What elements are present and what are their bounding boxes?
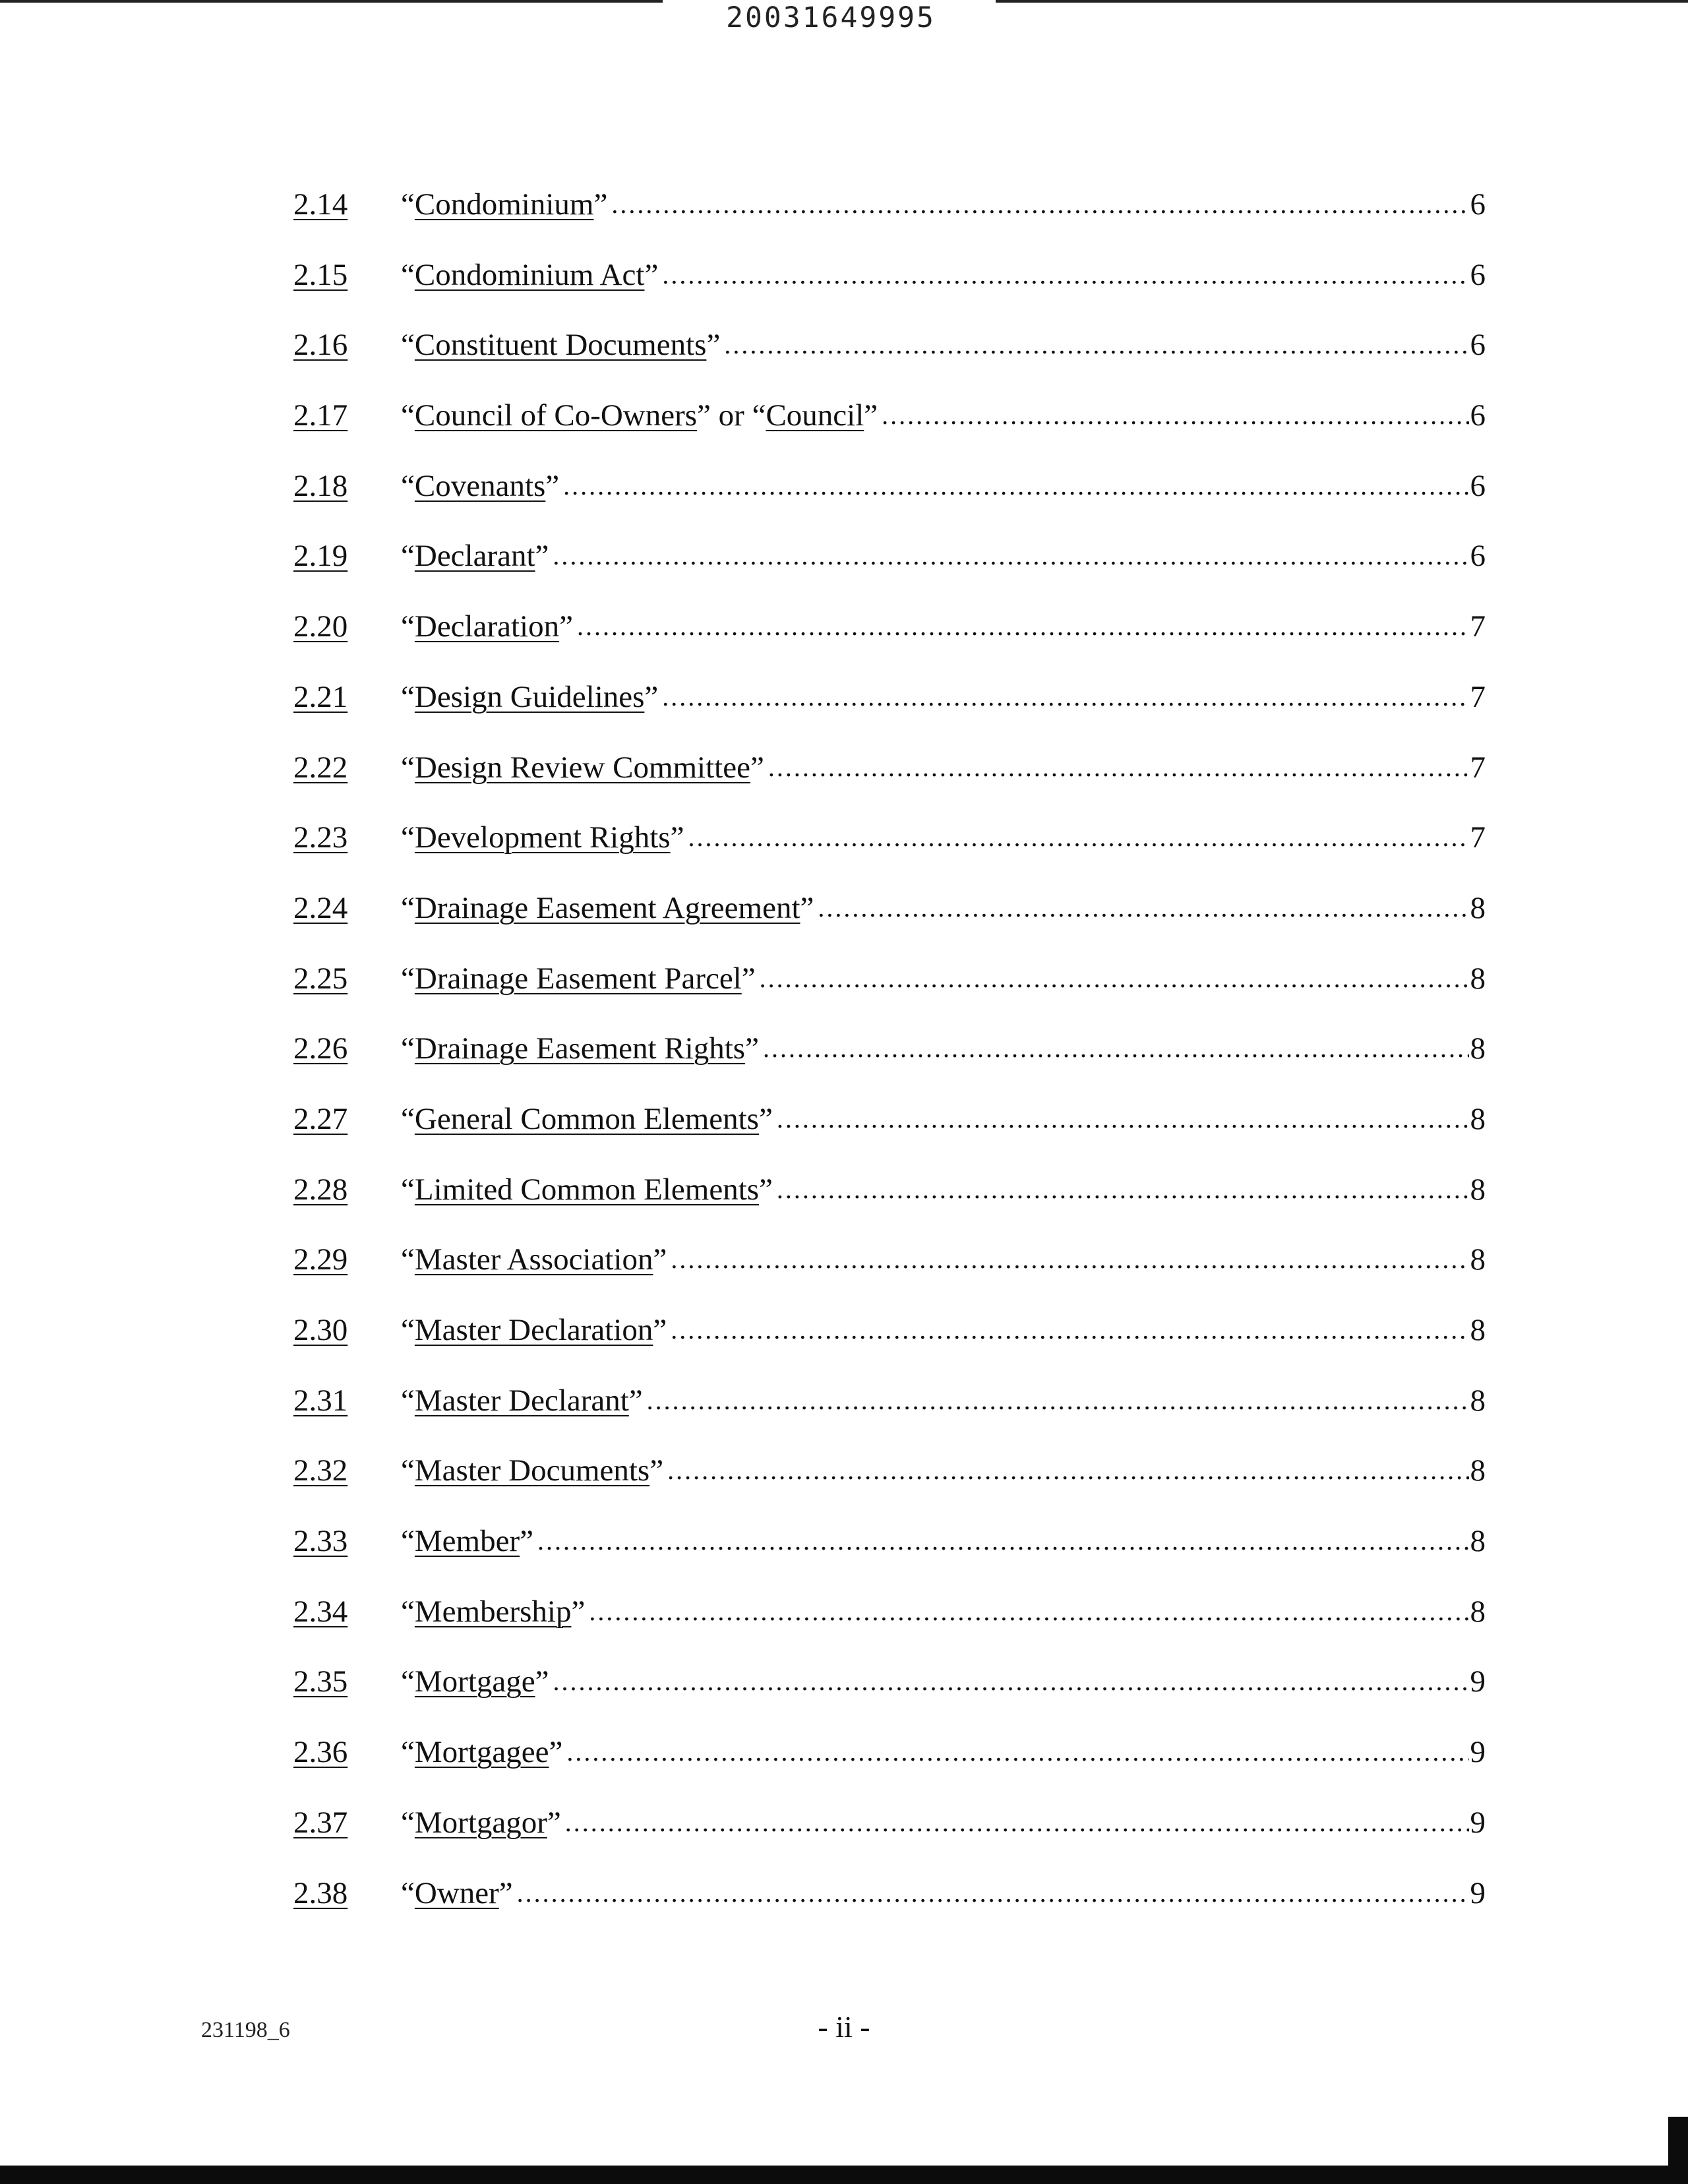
toc-dot-leader [724,313,1468,377]
toc-entry [293,736,1486,806]
toc-entry-term: “Mortgagee” [401,1735,563,1770]
toc-term-text: Condominium [414,187,594,222]
toc-entry [293,1509,1486,1580]
toc-entry-number: 2.17 [293,398,348,433]
toc-dot-leader [760,947,1469,1010]
toc-entry [293,313,1486,384]
toc-entry-number: 2.31 [293,1383,348,1418]
toc-entry-term: “Owner” [401,1875,513,1910]
toc-entry [293,524,1486,595]
toc-entry-term: “Development Rights” [401,820,684,855]
toc-entry-term: “Master Association” [401,1242,667,1277]
toc-entry-term: “Declarant” [401,539,549,574]
toc-entry-page: 6 [1470,539,1486,574]
toc-entry-page: 6 [1470,328,1486,363]
toc-entry-page: 9 [1470,1805,1486,1840]
toc-dot-leader [517,1862,1469,1925]
toc-entry [293,1791,1486,1862]
toc-entry-page: 9 [1470,1735,1486,1770]
toc-entry-number: 2.32 [293,1453,348,1488]
toc-entry-term: “Design Guidelines” [401,679,659,714]
toc-entry-number: 2.24 [293,890,348,925]
toc-entry-number: 2.34 [293,1594,348,1629]
toc-entry-term: “Condominium” [401,187,608,222]
toc-entry-term: “Limited Common Elements” [401,1172,773,1207]
toc-entry [293,665,1486,736]
toc-entry-number: 2.26 [293,1031,348,1066]
document-id: 231198_6 [201,2018,290,2042]
toc-entry-term: “Drainage Easement Rights” [401,1031,759,1066]
toc-entry-page: 9 [1470,1664,1486,1699]
toc-dot-leader [671,1298,1468,1362]
toc-term-text: Member [414,1524,520,1559]
toc-term-text: Membership [414,1594,572,1629]
toc-entry [293,876,1486,947]
toc-entry [293,1087,1486,1158]
toc-entry-page: 8 [1470,1172,1486,1207]
toc-dot-leader [662,243,1468,307]
toc-entry-term: “Declaration” [401,609,573,644]
toc-entry-page: 9 [1470,1875,1486,1910]
toc-dot-leader [777,1087,1469,1151]
toc-dot-leader [882,384,1468,447]
toc-entry-number: 2.37 [293,1805,348,1840]
toc-entry [293,1158,1486,1228]
toc-entry-term: “Drainage Easement Parcel” [401,961,756,996]
toc-dot-leader [611,173,1468,236]
toc-dot-leader [662,665,1468,729]
toc-dot-leader [818,876,1468,940]
toc-term-text: Declaration [414,609,560,644]
toc-entry-number: 2.16 [293,328,348,363]
toc-entry-page: 8 [1470,890,1486,925]
toc-term-text: Drainage Easement Rights [414,1031,746,1066]
toc-entry-page: 8 [1470,1594,1486,1629]
toc-entry-number: 2.23 [293,820,348,855]
toc-dot-leader [667,1439,1468,1502]
toc-dot-leader [537,1509,1469,1573]
toc-term-text: Mortgagor [414,1805,547,1840]
toc-term-text: Master Declaration [414,1313,653,1347]
toc-entry-term: “Mortgagor” [401,1805,561,1840]
toc-entry-page: 8 [1470,1313,1486,1347]
toc-entry-page: 6 [1470,398,1486,433]
toc-dot-leader [565,1791,1469,1854]
toc-term-text: Declarant [414,539,535,574]
toc-entry-page: 8 [1470,1031,1486,1066]
toc-dot-leader [589,1580,1468,1643]
toc-entry-page: 8 [1470,1101,1486,1136]
toc-entry-term: “Council of Co-Owners” or “Council” [401,398,878,433]
toc-dot-leader [553,524,1468,588]
toc-entry-number: 2.35 [293,1664,348,1699]
toc-term-text: Drainage Easement Parcel [414,961,742,996]
toc-dot-leader [763,1017,1469,1080]
toc-entry-term: “Covenants” [401,468,560,503]
toc-entry-number: 2.29 [293,1242,348,1277]
toc-entry-term: “Member” [401,1524,533,1559]
toc-entry-term: “Condominium Act” [401,257,659,292]
toc-entry [293,595,1486,665]
top-border-left [0,0,663,3]
toc-term-text: Mortgagee [414,1735,549,1770]
toc-entry [293,1862,1486,1932]
toc-entry-page: 8 [1470,961,1486,996]
toc-term-text: General Common Elements [414,1101,759,1136]
toc-entry-page: 7 [1470,679,1486,714]
top-border-right [996,0,1688,3]
scan-bottom-edge [0,2166,1688,2184]
toc-entry-page: 6 [1470,257,1486,292]
page-number: - ii - [818,2010,870,2044]
toc-entry-number: 2.36 [293,1735,348,1770]
toc-dot-leader [768,736,1469,799]
toc-term-text: Condominium Act [414,257,645,292]
toc-dot-leader [563,454,1468,518]
table-of-contents [293,173,1486,1931]
toc-entry [293,1298,1486,1369]
toc-entry [293,1017,1486,1087]
toc-entry [293,1580,1486,1651]
toc-entry-number: 2.33 [293,1524,348,1559]
toc-term-connector: or [718,398,744,433]
toc-entry [293,454,1486,525]
toc-dot-leader [577,595,1469,658]
toc-entry [293,173,1486,243]
toc-entry-page: 8 [1470,1242,1486,1277]
toc-term-text: Design Review Committee [414,750,750,785]
toc-term-text: Design Guidelines [414,679,645,714]
toc-entry-term: “Design Review Committee” [401,750,764,785]
toc-entry [293,1369,1486,1440]
toc-entry-number: 2.15 [293,257,348,292]
toc-entry-page: 8 [1470,1524,1486,1559]
toc-term-text: Drainage Easement Agreement [414,890,800,925]
toc-dot-leader [777,1158,1469,1221]
toc-term-text: Constituent Documents [414,328,707,363]
toc-entry-number: 2.18 [293,468,348,503]
toc-entry-number: 2.28 [293,1172,348,1207]
toc-entry-page: 8 [1470,1383,1486,1418]
toc-dot-leader [688,806,1468,869]
toc-entry [293,1720,1486,1791]
toc-entry [293,243,1486,314]
toc-term-text: Master Declarant [414,1383,629,1418]
toc-entry-term: “General Common Elements” [401,1101,773,1136]
scan-right-edge [1668,2117,1688,2184]
toc-entry-number: 2.19 [293,539,348,574]
toc-entry-page: 8 [1470,1453,1486,1488]
toc-entry-number: 2.20 [293,609,348,644]
document-stamp-number: 20031649995 [726,1,936,34]
toc-entry-term: “Drainage Easement Agreement” [401,890,814,925]
toc-entry [293,1228,1486,1298]
toc-term-text: Council of Co-Owners [414,398,698,433]
toc-term-text: Limited Common Elements [414,1172,760,1207]
toc-entry-number: 2.25 [293,961,348,996]
toc-entry-number: 2.38 [293,1875,348,1910]
toc-entry-number: 2.21 [293,679,348,714]
toc-term-text: Master Association [414,1242,653,1277]
toc-term-text: Owner [414,1875,499,1910]
toc-entry-term: “Master Documents” [401,1453,664,1488]
toc-term-text: Covenants [414,468,546,503]
toc-entry [293,1650,1486,1720]
toc-entry [293,384,1486,454]
toc-entry-term: “Constituent Documents” [401,328,721,363]
toc-entry [293,1439,1486,1509]
toc-entry-term: “Master Declaration” [401,1313,667,1347]
toc-entry-page: 6 [1470,468,1486,503]
toc-term-text: Mortgage [414,1664,535,1699]
toc-entry-page: 7 [1470,609,1486,644]
toc-entry-page: 7 [1470,820,1486,855]
toc-entry-number: 2.14 [293,187,348,222]
toc-alt-term-text: Council [766,398,864,433]
toc-entry-number: 2.30 [293,1313,348,1347]
toc-dot-leader [647,1369,1469,1432]
toc-entry-number: 2.22 [293,750,348,785]
toc-dot-leader [671,1228,1468,1291]
toc-term-text: Master Documents [414,1453,650,1488]
toc-entry-page: 6 [1470,187,1486,222]
toc-entry-page: 7 [1470,750,1486,785]
toc-entry-term: “Membership” [401,1594,586,1629]
toc-entry [293,947,1486,1017]
toc-entry [293,806,1486,876]
toc-dot-leader [566,1720,1468,1784]
toc-term-text: Development Rights [414,820,671,855]
toc-entry-term: “Master Declarant” [401,1383,643,1418]
toc-entry-term: “Mortgage” [401,1664,549,1699]
toc-entry-number: 2.27 [293,1101,348,1136]
toc-dot-leader [553,1650,1468,1713]
